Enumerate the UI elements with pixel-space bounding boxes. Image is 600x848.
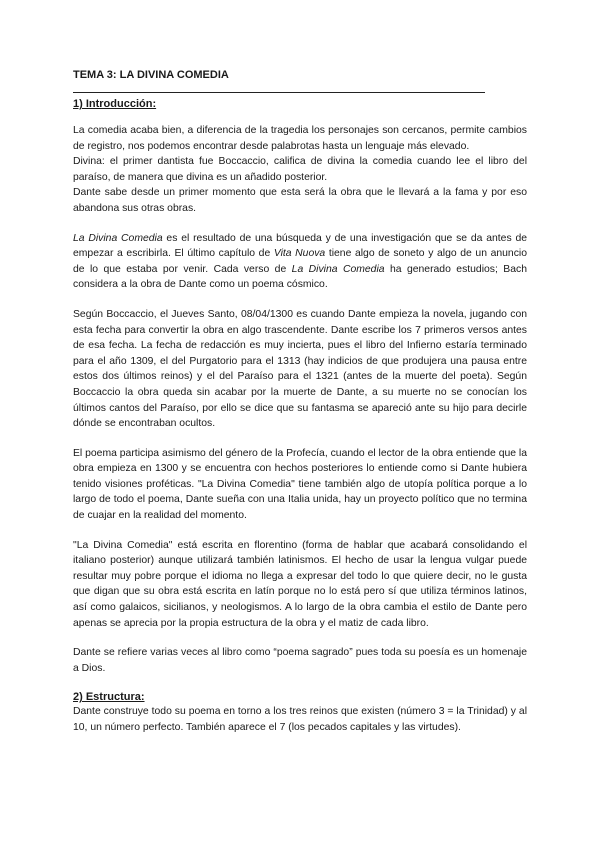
italic-title: Vita Nuova: [273, 248, 326, 260]
italic-title: La Divina Comedia: [73, 232, 163, 244]
paragraph-fama: Dante sabe desde un primer momento que esta será la obra que le llevará a la fama y por eso abandona sus otras obras.: [73, 187, 527, 214]
document-page: [73, 68, 527, 736]
section-heading-introduccion: 1) Introducción:: [73, 98, 157, 110]
paragraph-comedia: La comedia acaba bien, a diferencia de la tragedia los personajes son cercanos, permite cambios de registro, nos podemos encontrar desde palabrotas hasta un lenguaje más elevado.: [73, 125, 527, 152]
paragraph-busqueda: La Divina Comedia es el resultado de una búsqueda y de una investigación que se da antes de empezar a escribirla. El último capítulo de Vita Nuova tiene algo de soneto y algo de un anuncio de lo que estaba por venir. Cada verso de La Divina Comedia ha generado estudios; Bach considera a la obra de Dante como un poema cósmico.: [73, 232, 527, 291]
paragraph-boccaccio: Según Boccaccio, el Jueves Santo, 08/04/1300 es cuando Dante empieza la novela, jugando con esta fecha para convertir la obra en algo trascendente. Dante escribe los 7 primeros versos antes de esa fecha. La fecha de redacción es muy incierta, pues el libro del Infierno estaría terminado para el año 1309, el del Purgatorio para el 1313 (hay indicios de que produjera una pausa entre estos dos últimos reinos) y el del Paraíso para el 1321 (antes de la muerte del poeta). Según Boccaccio la obra queda sin acabar por la muerte de Dante, a su muerte no se conocían los últimos cantos del Paraíso, por ello se dice que su fantasma se apareció ante su hijo para decirle dónde se encontraban ocultos.: [73, 308, 527, 430]
paragraph-florentino: "La Divina Comedia" está escrita en florentino (forma de hablar que acabará consolidando el italiano posterior) aunque utilizará también latinismos. El hecho de usar la lengua vulgar puede resultar muy pobre porque el idioma no llega a expresar del todo lo que quiere decir, no le gusta que digan que su obra está escrita en latín porque no lo está pero sí que utiliza términos latinos, así como galaicos, sicilianos, y neologismos. A lo largo de la obra cambia el estilo de Dante pero apenas se aprecia por la propia estructura de la obra y el matiz de cada libro.: [73, 539, 527, 629]
paragraph-estructura: Dante construye todo su poema en torno a los tres reinos que existen (número 3 = la Trinidad) y al 10, un número perfecto. También aparece el 7 (los pecados capitales y las virtudes).: [73, 706, 527, 733]
section-heading-estructura: 2) Estructura:: [73, 691, 145, 704]
italic-title: La Divina Comedia: [291, 263, 385, 275]
title-divider: [73, 92, 485, 93]
paragraph-profecia: El poema participa asimismo del género de la Profecía, cuando el lector de la obra entiende que la obra empieza en 1300 y se encuentra con hechos posteriores lo entiende como si Dante hubiera tenido visiones proféticas. "La Divina Comedia" tiene también algo de utopía política porque a lo largo de todo el poema, Dante sueña con una Italia unida, hay un proyecto político que no termina de cuajar en la realidad del momento.: [73, 447, 528, 522]
document-title: TEMA 3: LA DIVINA COMEDIA: [73, 69, 229, 81]
paragraph-divina: Divina: el primer dantista fue Boccaccio, califica de divina la comedia cuando lee el libro del paraíso, de manera que divina es un añadido posterior.: [73, 156, 527, 183]
paragraph-poema-sagrado: Dante se refiere varias veces al libro como “poema sagrado” pues toda su poesía es un homenaje a Dios.: [73, 647, 527, 674]
